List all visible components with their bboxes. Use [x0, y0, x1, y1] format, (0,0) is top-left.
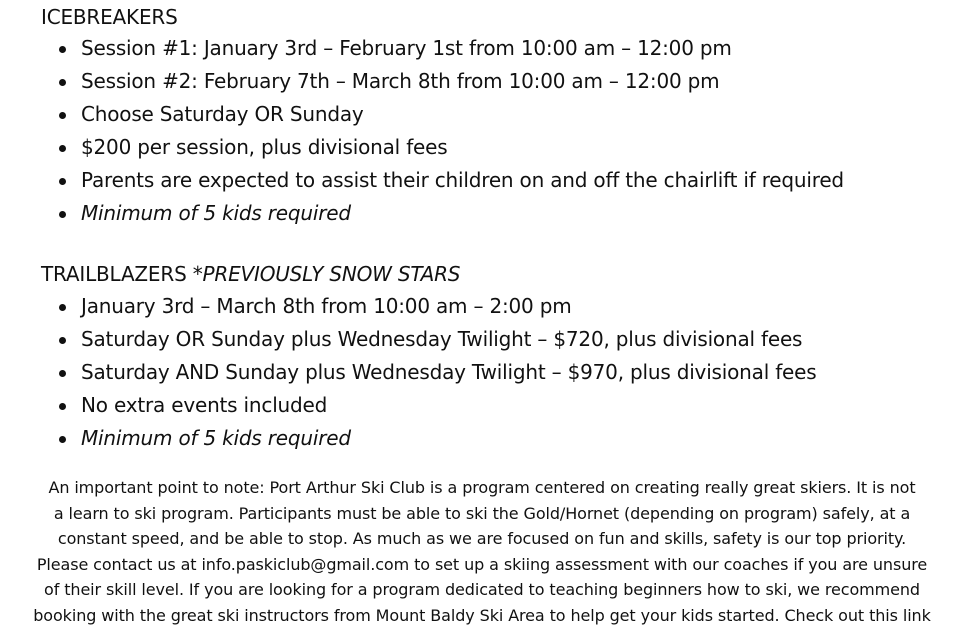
list-item: $200 per session, plus divisional fees	[0, 131, 844, 164]
note-line: constant speed, and be able to stop. As much as we are focused on fun and skills, safety is our top priority.	[57, 529, 907, 548]
important-note	[0, 475, 964, 628]
list-item: Minimum of 5 kids required	[0, 422, 816, 455]
trailblazers-title-note: PREVIOUSLY SNOW STARS	[202, 262, 461, 286]
note-line: a learn to ski program. Participants must be able to ski the Gold/Hornet (depending on program) safely, at a	[53, 503, 911, 523]
note-line: An important point to note: Port Arthur Ski Club is a program centered on creating really great skiers. It is not	[48, 478, 916, 497]
list-item: Choose Saturday OR Sunday	[0, 98, 844, 131]
list-item: January 3rd – March 8th from 10:00 am – 2:00 pm	[0, 290, 816, 323]
trailblazers-title: TRAILBLAZERS *	[41, 262, 203, 286]
list-item: No extra events included	[0, 389, 816, 422]
note-line: booking with the great ski instructors from Mount Baldy Ski Area to help get your kids started. Check out this link	[33, 605, 931, 625]
list-item: Session #1: January 3rd – February 1st from 10:00 am – 12:00 pm	[0, 32, 844, 65]
trailblazers-list	[0, 290, 816, 455]
list-item: Parents are expected to assist their children on and off the chairlift if required	[0, 164, 844, 197]
list-item: Session #2: February 7th – March 8th from 10:00 am – 12:00 pm	[0, 65, 844, 98]
note-line: Please contact us at info.paskiclub@gmail.com to set up a skiing assessment with our coaches if you are unsure	[36, 554, 928, 574]
list-item: Saturday AND Sunday plus Wednesday Twilight – $970, plus divisional fees	[0, 356, 816, 389]
icebreakers-heading	[41, 3, 178, 31]
trailblazers-heading	[41, 260, 460, 288]
list-item: Saturday OR Sunday plus Wednesday Twilight – $720, plus divisional fees	[0, 323, 816, 356]
icebreakers-list	[0, 32, 844, 230]
icebreakers-title: ICEBREAKERS	[41, 5, 178, 29]
note-line: of their skill level. If you are looking for a program dedicated to teaching beginners how to ski, we recommend	[44, 580, 920, 599]
list-item: Minimum of 5 kids required	[0, 197, 844, 230]
